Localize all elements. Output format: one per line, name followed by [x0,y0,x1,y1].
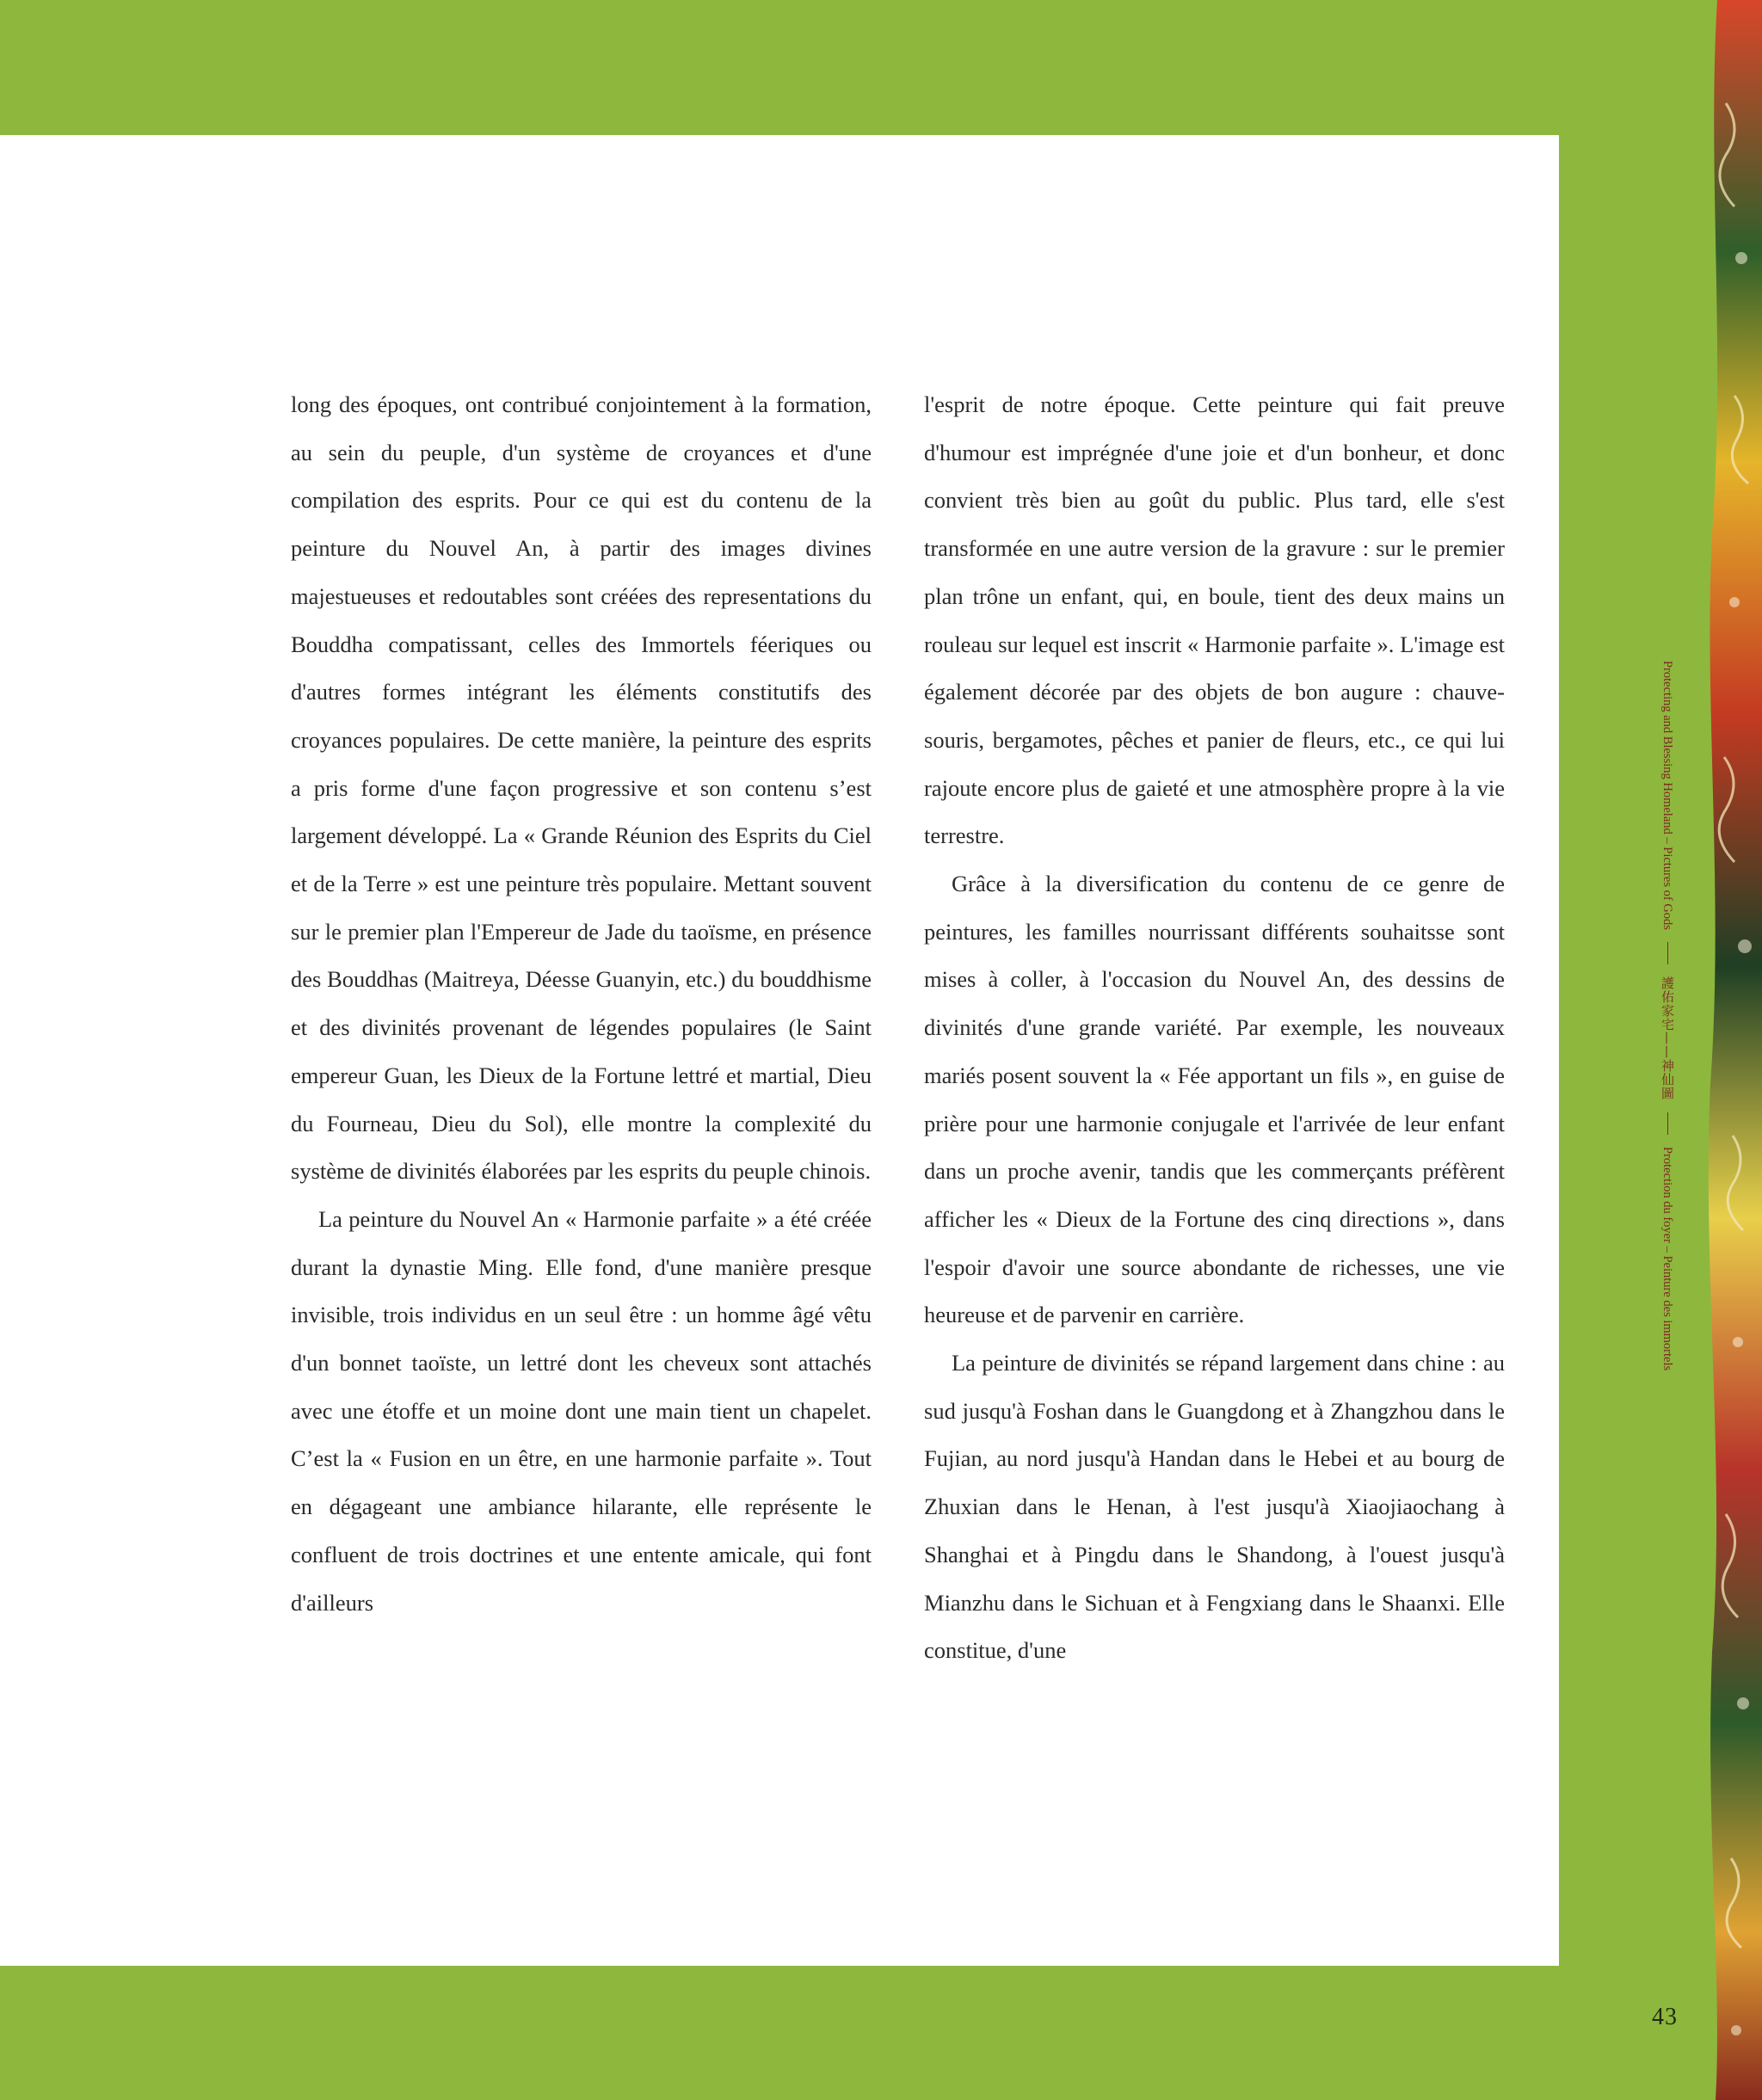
decorative-edge-image [1700,0,1762,2100]
text-column-right [924,381,1505,1675]
page-number: 43 [1652,2004,1678,2030]
running-title [1654,661,1681,1452]
paragraph: La peinture de divinités se répand largement dans chine : au sud jusqu'à Foshan dans le Guangdong et à Zhangzhou dans le Fujian, au nord jusqu'à Handan dans le Hebei et au bourg de Zhuxian dans le Henan, à l'est jusqu'à Xiaojiaochang à Shanghai et à Pingdu dans le Shandong, à l'ouest jusqu'à Mianzhu dans le Sichuan et à Fengxiang dans le Shaanxi. Elle constitue, d'une [924,1350,1505,1664]
running-title-chinese: 護佑家宅——神仙圖 [1660,976,1675,1100]
text-column-left [291,381,872,1627]
running-title-english: Protecting and Blessing Homeland – Pictures of Gods [1660,661,1674,930]
divider [1667,942,1668,964]
paragraph: l'esprit de notre époque. Cette peinture qui fait preuve d'humour est imprégnée d'une joie et d'un bonheur, et donc convient très bien au goût du public. Plus tard, elle s'est transformée en une autre version de la gravure : sur le premier plan trône un enfant, qui, en boule, tient des deux mains un rouleau sur lequel est inscrit « Harmonie parfaite ». L'image est également décorée par des objets de bon augure : chauve-souris, bergamotes, pêches et panier de fleurs, etc., ce qui lui rajoute encore plus de gaieté et une atmosphère propre à la vie terrestre. [924,391,1505,849]
paragraph: La peinture du Nouvel An « Harmonie parfaite » a été créée durant la dynastie Ming. Elle fond, d'une manière presque invisible, trois individus en un seul être : un homme âgé vêtu d'un bonnet taoïste, un lettré dont les cheveux sont attachés avec une étoffe et un moine dont une main tient un chapelet. C’est la « Fusion en un être, en une harmonie parfaite ». Tout en dégageant une ambiance hilarante, elle représente le confluent de trois doctrines et une entente amicale, qui font d'ailleurs [291,1205,872,1616]
running-title-french: Protection du foyer – Peinture des immortels [1660,1146,1674,1371]
paragraph: Grâce à la diversification du contenu de ce genre de peintures, les familles nourrissant différents souhaitsse sont mises à coller, à l'occasion du Nouvel An, des dessins de divinités d'une grande variété. Par exemple, les nouveaux mariés posent souvent la « Fée apportant un fils », en guise de prière pour une harmonie conjugale et l'arrivée de leur enfant dans un proche avenir, tandis que les commerçants préfèrent afficher les « Dieux de la Fortune des cinq directions », dans l'espoir d'avoir une source abondante de richesses, une vie heureuse et de parvenir en carrière. [924,871,1505,1328]
divider [1667,1112,1668,1135]
paragraph: long des époques, ont contribué conjointement à la formation, au sein du peuple, d'un système de croyances et d'une compilation des esprits. Pour ce qui est du contenu de la peinture du Nouvel An, à partir des images divines majestueuses et redoutables sont créées des representations du Bouddha compatissant, celles des Immortels féeriques ou d'autres formes intégrant les éléments constitutifs des croyances populaires. De cette manière, la peinture des esprits a pris forme d'une façon progressive et son contenu s’est largement développé. La « Grande Réunion des Esprits du Ciel et de la Terre » est une peinture très populaire. Mettant souvent sur le premier plan l'Empereur de Jade du taoïsme, en présence des Bouddhas (Maitreya, Déesse Guanyin, etc.) du bouddhisme et des divinités provenant de légendes populaires (le Saint empereur Guan, les Dieux de la Fortune lettré et martial, Dieu du Fourneau, Dieu du Sol), elle montre la complexité du système de divinités élaborées par les esprits du peuple chinois. [291,391,872,1185]
